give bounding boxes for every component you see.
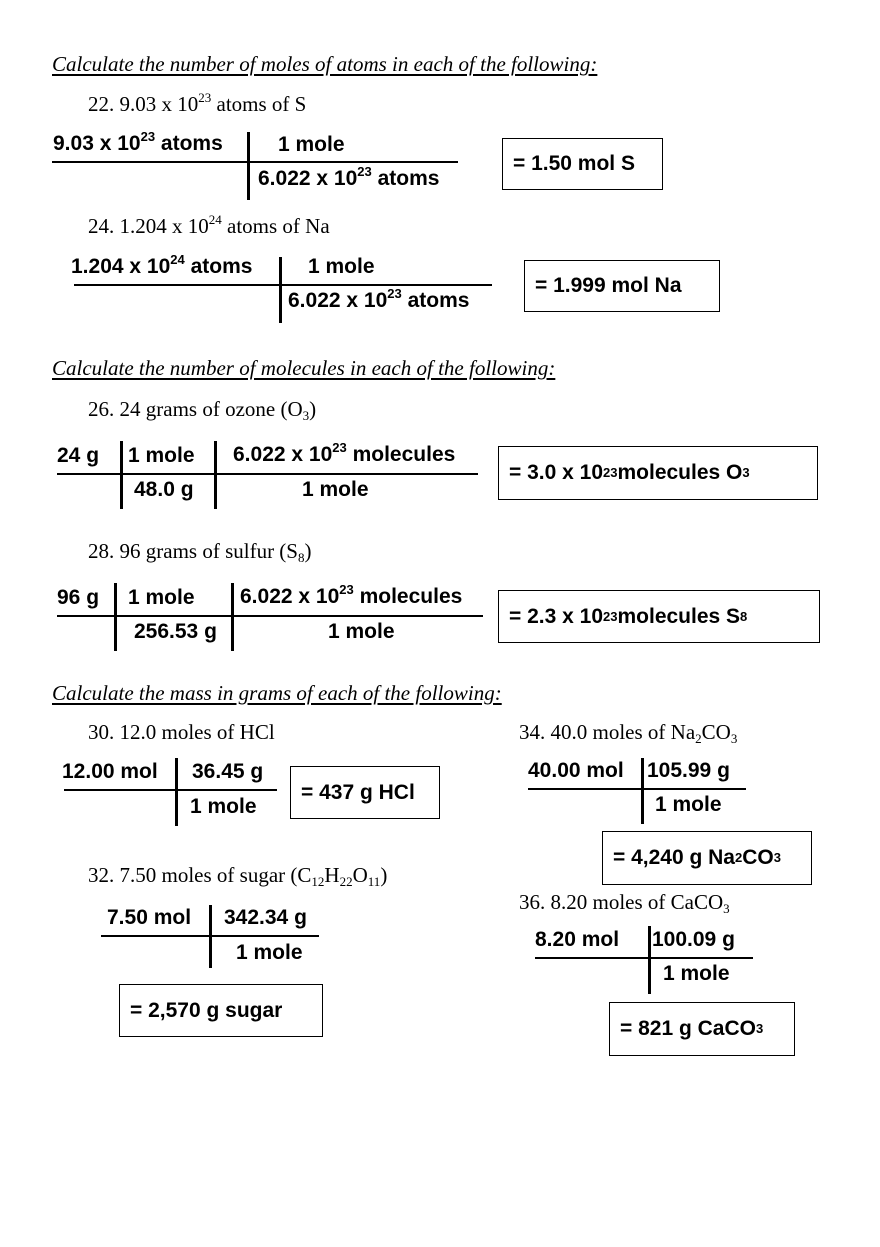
p26-given: 24 g (57, 444, 100, 467)
problem-36-title: 36. 8.20 moles of CaCO$_3$ (519, 890, 730, 916)
p36-divider (648, 926, 651, 994)
p26-factor1-numerator: 1 mole (128, 444, 195, 467)
p30-fraction-line (64, 789, 277, 791)
section-heading-moles-of-atoms: Calculate the number of moles of atoms in each of the following: (52, 52, 598, 76)
p36-given: 8.20 mol (535, 928, 620, 951)
p24-answer-box: = 1.999 mol Na (524, 260, 720, 312)
p34-divider (641, 758, 644, 824)
p34-factor-denominator: 1 mole (655, 793, 722, 816)
p28-factor1-denominator: 256.53 g (134, 620, 217, 643)
problem-22-title: 22. 9.03 x $10^{23}$ atoms of S (88, 89, 307, 116)
problem-30-title: 30. 12.0 moles of HCl (88, 720, 275, 744)
p24-fraction-line (74, 284, 492, 286)
problem-26-title: 26. 24 grams of ozone $(O_3)$ (88, 397, 317, 423)
p30-factor-numerator: 36.45 g (192, 760, 264, 783)
p26-factor1-denominator: 48.0 g (134, 478, 194, 501)
problem-28-title: 28. 96 grams of sulfur $(S_8)$ (88, 539, 312, 565)
p30-divider (175, 758, 178, 826)
p22-divider (247, 132, 250, 200)
p22-factor-denominator: 6.022 x $10^{23}$ atoms (258, 163, 440, 190)
p26-factor2-numerator: 6.022 x $10^{23}$ molecules (233, 439, 456, 466)
p28-divider-1 (114, 583, 117, 651)
p22-answer-box: = 1.50 mol S (502, 138, 663, 190)
section-heading-molecules: Calculate the number of molecules in each of the following: (52, 356, 556, 380)
problem-24-title: 24. 1.204 x $10^{24}$ atoms of Na (88, 211, 330, 238)
problem-34-title: 34. 40.0 moles of $Na_2CO_3$ (519, 720, 738, 746)
p32-factor-numerator: 342.34 g (224, 906, 307, 929)
p24-given: 1.204 x $10^{24}$ atoms (71, 251, 253, 278)
p26-factor2-denominator: 1 mole (302, 478, 369, 501)
p32-answer-box: = 2,570 g sugar (119, 984, 323, 1037)
p24-divider (279, 257, 282, 323)
p24-factor-denominator: 6.022 x $10^{23}$ atoms (288, 285, 470, 312)
p28-divider-2 (231, 583, 234, 651)
p26-divider-2 (214, 441, 217, 509)
p22-fraction-line (52, 161, 458, 163)
p30-answer-box: = 437 g HCl (290, 766, 440, 819)
p36-factor-denominator: 1 mole (663, 962, 730, 985)
p22-given: 9.03 x $10^{23}$ atoms (53, 128, 223, 155)
p34-fraction-line (528, 788, 746, 790)
p30-given: 12.00 mol (62, 760, 158, 783)
p28-given: 96 g (57, 586, 100, 609)
p28-factor2-denominator: 1 mole (328, 620, 395, 643)
p28-factor2-numerator: 6.022 x $10^{23}$ molecules (240, 581, 463, 608)
p32-divider (209, 905, 212, 968)
p36-answer-box: = 821 g CaCO 3 (609, 1002, 795, 1056)
p24-factor-numerator: 1 mole (308, 255, 375, 278)
p28-factor1-numerator: 1 mole (128, 586, 195, 609)
p36-fraction-line (535, 957, 753, 959)
p32-factor-denominator: 1 mole (236, 941, 303, 964)
p22-factor-numerator: 1 mole (278, 133, 345, 156)
p28-fraction-line (57, 615, 483, 617)
p28-answer-box: = 2.3 x 10 23 molecules S 8 (498, 590, 820, 643)
p26-divider-1 (120, 441, 123, 509)
section-heading-mass: Calculate the mass in grams of each of the following: (52, 681, 502, 705)
p34-factor-numerator: 105.99 g (647, 759, 730, 782)
p26-answer-box: = 3.0 x 10 23 molecules O 3 (498, 446, 818, 500)
problem-32-title: 32. 7.50 moles of sugar $(C_{12}H_{22}O_{11})$ (88, 863, 388, 889)
p32-given: 7.50 mol (107, 906, 192, 929)
p34-answer-box: = 4,240 g Na 2 CO 3 (602, 831, 812, 885)
p36-factor-numerator: 100.09 g (652, 928, 735, 951)
p34-given: 40.00 mol (528, 759, 624, 782)
p30-factor-denominator: 1 mole (190, 795, 257, 818)
